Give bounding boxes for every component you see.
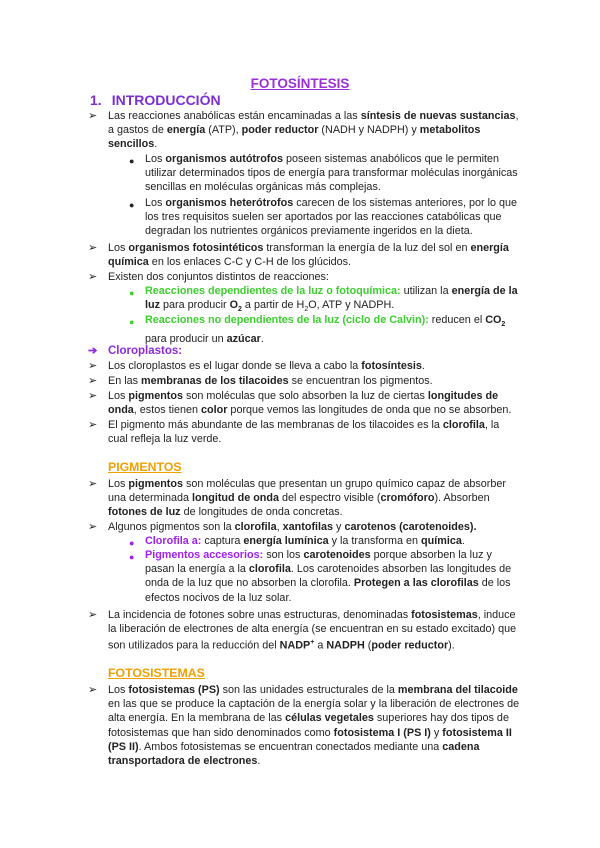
arrow-bullet: ➢ [88, 521, 98, 533]
paragraph-anabolicas: Las reacciones anabólicas están encaminadas a las síntesis de nuevas sustancias, a gastos de energía (ATP), poder reductor (NADH y NADPH) y metabolitos sencillos. [108, 110, 519, 151]
dot-bullet: ● [129, 156, 135, 166]
arrow-bullet: ➢ [88, 478, 98, 490]
paragraph-fotosinteticos: Los organismos fotosintéticos transforman la energía de la luz del sol en energía química en los enlaces C-C y C-H de los glúcidos. [108, 242, 509, 269]
arrow-bullet: ➢ [88, 609, 98, 621]
paragraph-clorofila: El pigmento más abundante de las membranas de los tilacoides es la clorofila, la cual refleja la luz verde. [108, 419, 500, 446]
paragraph-fotones: La incidencia de fotones sobre unas estructuras, denominadas fotosistemas, induce la liberación de electrones de alta energía (se encuentran en su estado excitado) que son utilizados para la reducción del NADP+ a NADPH (poder reductor). [108, 609, 517, 652]
section-title: INTRODUCCIÓN [111, 92, 221, 108]
arrow-bullet: ➢ [88, 242, 98, 254]
subheading-fotosistemas: FOTOSISTEMAS [108, 666, 205, 680]
arrow-bullet: ➢ [88, 375, 98, 387]
arrow-bullet: ➢ [88, 110, 98, 122]
dot-bullet: ● [129, 288, 135, 298]
paragraph-clorofila-a: Clorofila a: captura energía lumínica y la transforma en química. [145, 535, 465, 547]
arrow-bullet: ➢ [88, 684, 98, 696]
paragraph-accesorios: Pigmentos accesorios: son los carotenoides porque absorben la luz y pasan la energía a la clorofila. Los carotenoides absorben las longitudes de onda de la luz que no absorben la clorofila. Protegen a las clorofilas de los efectos nocivos de la luz solar. [145, 549, 512, 604]
arrow-bullet: ➢ [88, 390, 98, 402]
paragraph-pigmentos-luz: Los pigmentos son moléculas que solo absorben la luz de ciertas longitudes de onda, estos tienen color porque vemos las longitudes de onda que no se absorben. [108, 390, 512, 417]
dot-bullet: ● [129, 552, 135, 562]
paragraph-tilacoides: En las membranas de los tilacoides se encuentran los pigmentos. [108, 375, 433, 387]
section-heading-introduccion [90, 92, 221, 108]
paragraph-cloroplastos: Los cloroplastos es el lugar donde se lleva a cabo la fotosíntesis. [108, 360, 425, 372]
paragraph-fotosistemas: Los fotosistemas (PS) son las unidades estructurales de la membrana del tilacoide en las que se produce la captación de la energía solar y la liberación de electrones de alta energía. En la membrana de las células vegetales superiores hay dos tipos de fotosistemas que han sido denominados como fotosistema I (PS I) y fotosistema II (PS II). Ambos fotosistemas se encuentran conectados mediante una cadena transportadora de electrones. [108, 684, 520, 768]
paragraph-calvin: Reacciones no dependientes de la luz (ciclo de Calvin): reducen el $CO_2$ para producir un azúcar. [145, 314, 506, 346]
arrow-bullet: ➢ [88, 271, 98, 283]
dot-bullet: ● [129, 538, 135, 548]
paragraph-conjuntos: Existen dos conjuntos distintos de reacciones: [108, 271, 329, 283]
section-number: 1. [90, 92, 102, 108]
arrow-bullet: ➢ [88, 419, 98, 431]
arrow-bullet: ➢ [88, 360, 98, 372]
dot-bullet: ● [129, 317, 135, 327]
dot-bullet: ● [129, 200, 135, 210]
cloroplastos-heading: Cloroplastos: [108, 345, 183, 357]
paragraph-autotrofos: Los organismos autótrofos poseen sistemas anabólicos que le permiten utilizar determinados tipos de energía para transformar moléculas inorgánicas sencillas en moléculas orgánicas más complejas. [145, 153, 518, 194]
page-title: FOTOSÍNTESIS [250, 76, 350, 91]
paragraph-pigmentos-def: Los pigmentos son moléculas que presentan un grupo químico capaz de absorber una determinada longitud de onda del espectro visible (cromóforo). Absorben fotones de luz de longitudes de onda concretas. [108, 478, 506, 519]
subheading-pigmentos: PIGMENTOS [108, 460, 182, 474]
paragraph-heterotrofos: Los organismos heterótrofos carecen de los sistemas anteriores, por lo que los tres requisitos suelen ser aportados por las reacciones catabólicas que degradan los nutrientes orgánicos previamente ingeridos en la dieta. [145, 197, 518, 238]
paragraph-tipos-pigmentos: Algunos pigmentos son la clorofila, xantofilas y carotenos (carotenoides). [108, 521, 477, 533]
arrow-right-icon: ➔ [88, 345, 98, 357]
paragraph-fotoquimica: Reacciones dependientes de la luz o fotoquímica: utilizan la energía de la luz para producir $O_2$ a partir de $H_2O$, ATP y NADPH. [145, 285, 518, 314]
